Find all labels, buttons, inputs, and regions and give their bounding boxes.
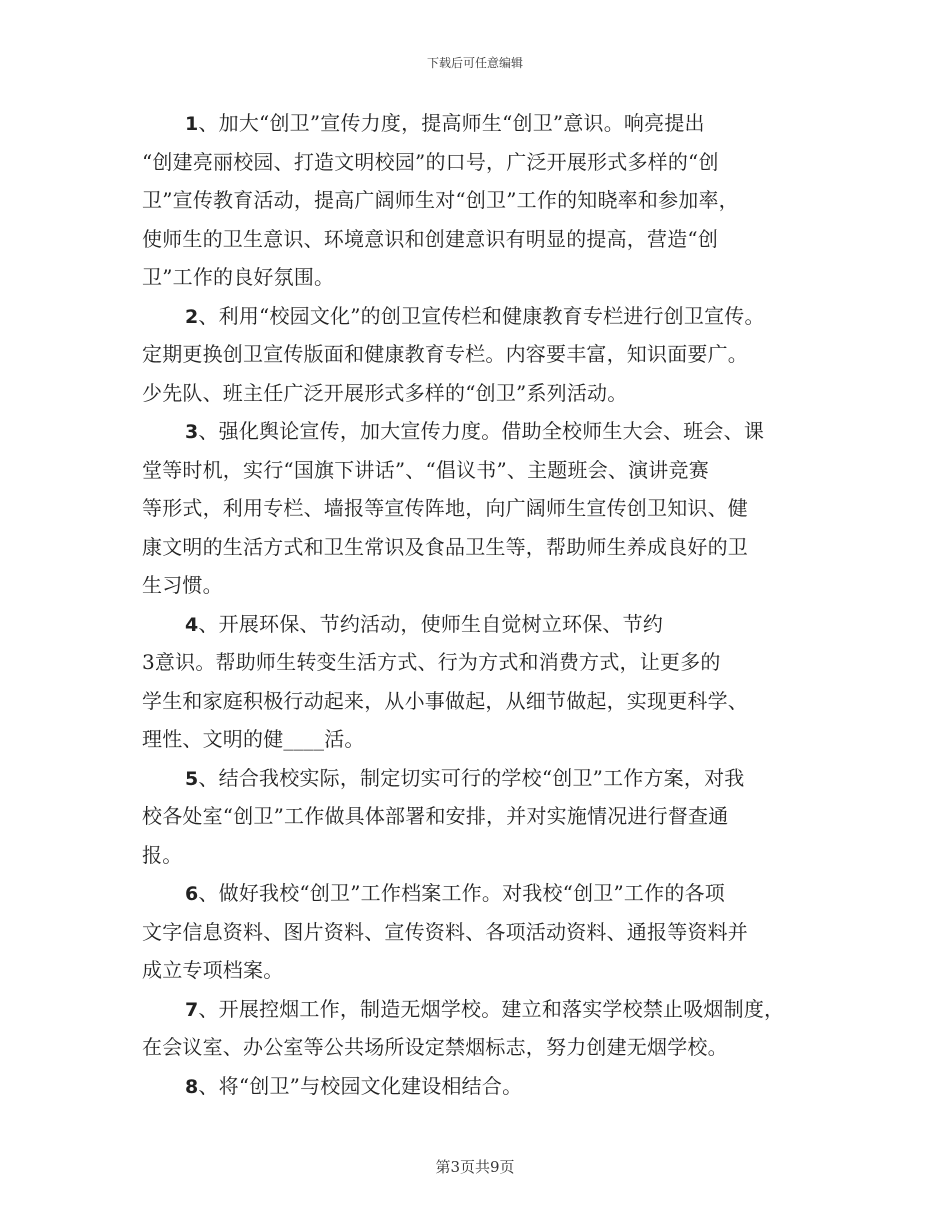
paragraph-line: 2、利用“校园文化”的创卫宣传栏和健康教育专栏进行创卫宣传。 [185, 303, 765, 328]
paragraph-number: 1 [185, 113, 199, 135]
paragraph-5 [142, 759, 832, 875]
page-header: 下载后可任意编辑 [426, 56, 523, 70]
paragraph-6 [142, 874, 832, 990]
paragraph-line: 5、结合我校实际，制定切实可行的学校“创卫”工作方案，对我 [185, 765, 745, 790]
paragraph-number: 2 [185, 305, 199, 328]
paragraph-line: 学生和家庭积极行动起来，从小事做起，从细节做起，实现更科学、 [142, 688, 748, 713]
paragraph-line: 等形式，利用专栏、墙报等宣传阵地，向广阔师生宣传创卫知识、健 [142, 496, 748, 520]
paragraph-line: 卫”宣传教育活动，提高广阔师生对“创卫”工作的知晓率和参加率， [142, 188, 739, 212]
paragraph-line: 校各处室“创卫”工作做具体部署和安排，并对实施情况进行督查通 [142, 804, 729, 828]
paragraph-3 [142, 412, 832, 605]
paragraph-1 [142, 104, 832, 297]
paragraph-line: 7、开展控烟工作，制造无烟学校。建立和落实学校禁止吸烟制度， [185, 996, 785, 1021]
paragraph-8 [142, 1067, 832, 1106]
paragraph-2 [142, 297, 832, 413]
paragraph-7 [142, 990, 832, 1067]
paragraph-line: 在会议室、办公室等公共场所设定禁烟标志，努力创建无烟学校。 [142, 1035, 728, 1059]
paragraph-number: 4 [185, 613, 199, 636]
paragraph-number: 6 [185, 883, 199, 905]
paragraph-line: 1、加大“创卫”宣传力度，提高师生“创卫”意识。响亮提出 [185, 111, 705, 135]
paragraph-line: 理性、文明的健____活。 [142, 727, 365, 751]
paragraph-number: 8 [185, 1075, 199, 1098]
paragraph-line: 6、做好我校“创卫”工作档案工作。对我校“创卫”工作的各项 [185, 881, 725, 905]
paragraph-line: 卫”工作的良好氛围。 [142, 265, 335, 289]
paragraph-number: 5 [185, 767, 199, 790]
document-body [142, 104, 832, 1105]
paragraph-line: 使师生的卫生意识、环境意识和创建意识有明显的提高，营造“创 [142, 226, 719, 251]
paragraph-line: 8、将“创卫”与校园文化建设相结合。 [185, 1073, 523, 1098]
paragraph-line: 3、强化舆论宣传，加大宣传力度。借助全校师生大会、班会、课 [185, 419, 765, 443]
paragraph-number: 7 [185, 998, 199, 1021]
paragraph-number: 3 [185, 421, 199, 443]
paragraph-line: 4、开展环保、节约活动，使师生自觉树立环保、节约 [185, 611, 664, 636]
page-footer: 第3页共9页 [435, 1158, 515, 1176]
paragraph-line: 少先队、班主任广泛开展形式多样的“创卫”系列活动。 [142, 380, 628, 405]
paragraph-4 [142, 605, 832, 759]
paragraph-line: 文字信息资料、图片资料、宣传资料、各项活动资料、通报等资料并 [142, 919, 748, 944]
paragraph-line: 康文明的生活方式和卫生常识及食品卫生等，帮助师生养成良好的卫 [142, 534, 748, 559]
paragraph-line: 定期更换创卫宣传版面和健康教育专栏。内容要丰富，知识面要广。 [142, 342, 748, 366]
paragraph-line: 堂等时机，实行“国旗下讲话”、“倡议书”、主题班会、演讲竞赛 [142, 457, 709, 482]
paragraph-line: 生习惯。 [142, 573, 223, 597]
paragraph-line: 成立专项档案。 [142, 958, 284, 982]
paragraph-line: 3意识。帮助师生转变生活方式、行为方式和消费方式，让更多的 [142, 650, 721, 674]
paragraph-line: 报。 [142, 842, 183, 867]
paragraph-line: “创建亮丽校园、打造文明校园”的口号，广泛开展形式多样的“创 [142, 149, 719, 174]
